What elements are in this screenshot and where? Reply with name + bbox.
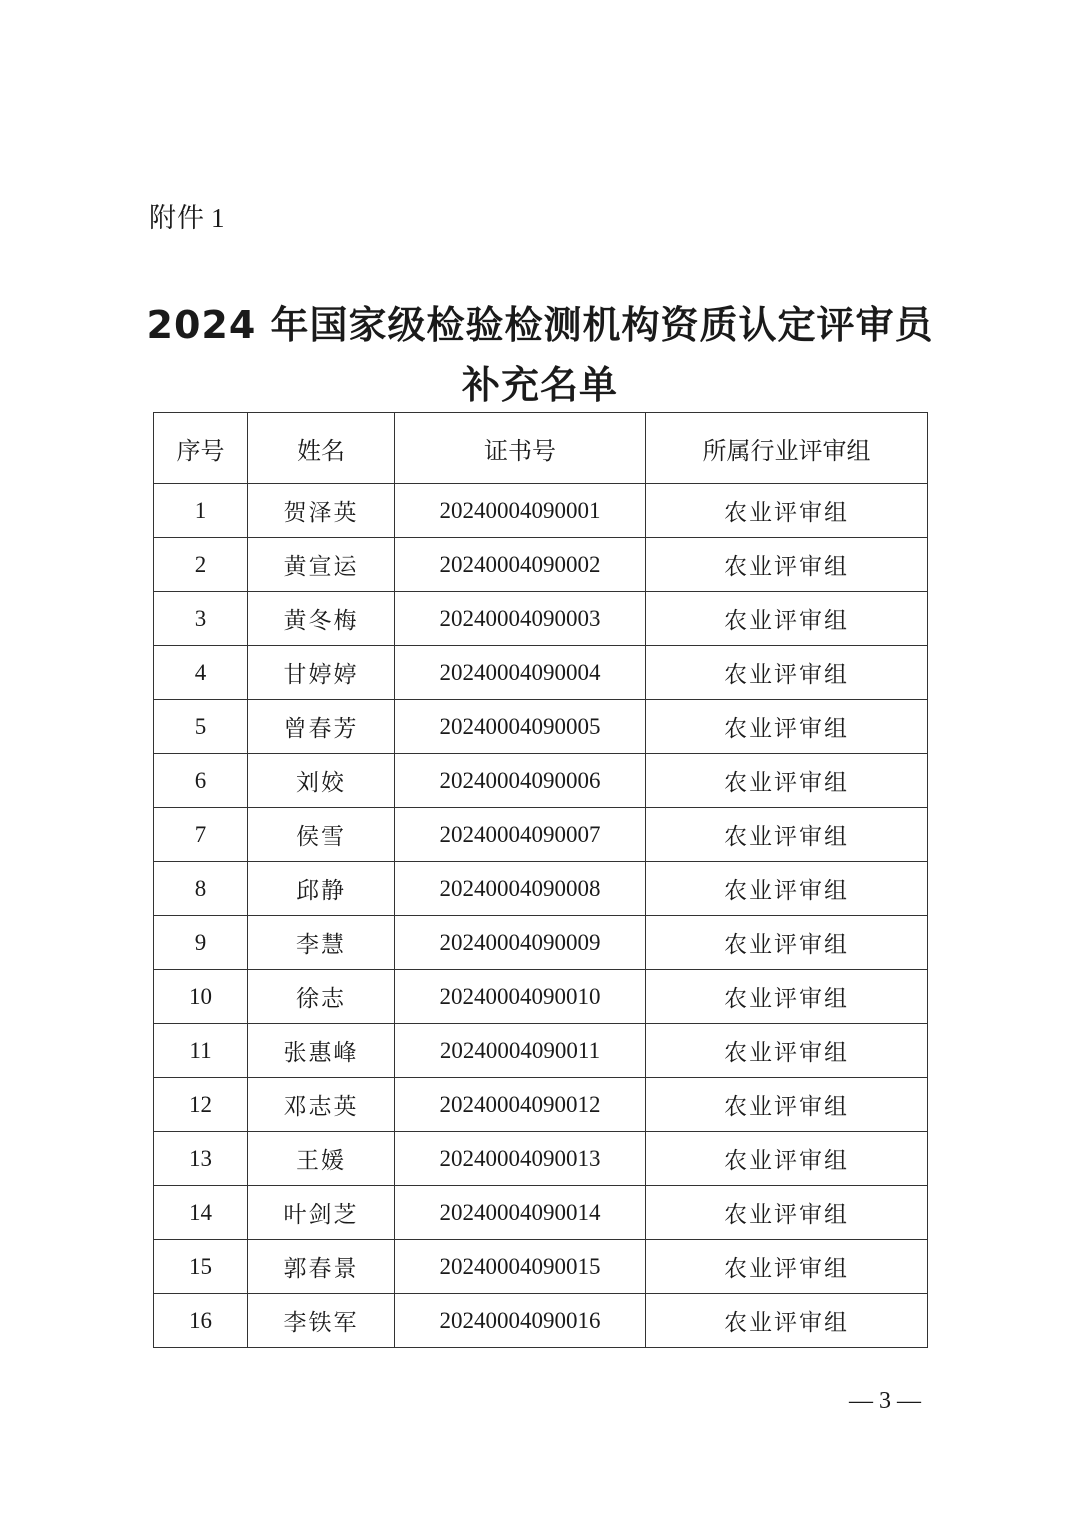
cell-cert: 20240004090005 (395, 700, 646, 754)
cell-cert: 20240004090016 (395, 1294, 646, 1348)
table-row (154, 1240, 928, 1294)
cell-name: 贺泽英 (248, 484, 395, 538)
cell-seq: 3 (154, 592, 248, 646)
cell-group: 农业评审组 (646, 538, 928, 592)
table-row (154, 646, 928, 700)
cell-name: 叶剑芝 (248, 1186, 395, 1240)
cell-cert: 20240004090015 (395, 1240, 646, 1294)
cell-name: 邓志英 (248, 1078, 395, 1132)
cell-name: 王媛 (248, 1132, 395, 1186)
attachment-number: 1 (211, 203, 226, 233)
cell-group: 农业评审组 (646, 970, 928, 1024)
cell-group: 农业评审组 (646, 646, 928, 700)
cell-name: 邱静 (248, 862, 395, 916)
cell-cert: 20240004090003 (395, 592, 646, 646)
cell-seq: 7 (154, 808, 248, 862)
table-row (154, 808, 928, 862)
table-row (154, 754, 928, 808)
cell-group: 农业评审组 (646, 484, 928, 538)
cell-name: 张惠峰 (248, 1024, 395, 1078)
cell-seq: 6 (154, 754, 248, 808)
cell-group: 农业评审组 (646, 1240, 928, 1294)
table-row (154, 1132, 928, 1186)
cell-cert: 20240004090014 (395, 1186, 646, 1240)
cell-cert: 20240004090013 (395, 1132, 646, 1186)
cell-cert: 20240004090010 (395, 970, 646, 1024)
cell-seq: 15 (154, 1240, 248, 1294)
table-row (154, 484, 928, 538)
header-group: 所属行业评审组 (646, 413, 928, 484)
cell-group: 农业评审组 (646, 700, 928, 754)
cell-cert: 20240004090006 (395, 754, 646, 808)
cell-seq: 5 (154, 700, 248, 754)
cell-cert: 20240004090007 (395, 808, 646, 862)
attachment-label-text: 附件 (149, 203, 205, 234)
cell-seq: 2 (154, 538, 248, 592)
table-row (154, 1078, 928, 1132)
cell-cert: 20240004090012 (395, 1078, 646, 1132)
reviewer-table (153, 412, 928, 1348)
document-title-line-2: 补充名单 (461, 363, 618, 407)
cell-cert: 20240004090009 (395, 916, 646, 970)
header-cert: 证书号 (395, 413, 646, 484)
cell-group: 农业评审组 (646, 808, 928, 862)
table-row (154, 862, 928, 916)
header-seq: 序号 (154, 413, 248, 484)
cell-name: 甘婷婷 (248, 646, 395, 700)
cell-seq: 13 (154, 1132, 248, 1186)
table-row (154, 1024, 928, 1078)
cell-name: 曾春芳 (248, 700, 395, 754)
cell-group: 农业评审组 (646, 754, 928, 808)
table-header-row (154, 413, 928, 484)
cell-group: 农业评审组 (646, 1186, 928, 1240)
document-title-line-1: 2024 年国家级检验检测机构资质认定评审员 (146, 303, 934, 347)
header-name: 姓名 (248, 413, 395, 484)
cell-cert: 20240004090011 (395, 1024, 646, 1078)
cell-seq: 4 (154, 646, 248, 700)
cell-seq: 11 (154, 1024, 248, 1078)
table-row (154, 1186, 928, 1240)
cell-seq: 16 (154, 1294, 248, 1348)
cell-group: 农业评审组 (646, 1078, 928, 1132)
cell-group: 农业评审组 (646, 1024, 928, 1078)
cell-cert: 20240004090001 (395, 484, 646, 538)
table-row (154, 538, 928, 592)
cell-cert: 20240004090008 (395, 862, 646, 916)
cell-name: 徐志 (248, 970, 395, 1024)
cell-group: 农业评审组 (646, 862, 928, 916)
cell-name: 侯雪 (248, 808, 395, 862)
cell-name: 李铁军 (248, 1294, 395, 1348)
table-row (154, 970, 928, 1024)
cell-name: 黄宣运 (248, 538, 395, 592)
table-row (154, 592, 928, 646)
cell-cert: 20240004090002 (395, 538, 646, 592)
cell-seq: 14 (154, 1186, 248, 1240)
cell-group: 农业评审组 (646, 1294, 928, 1348)
cell-group: 农业评审组 (646, 1132, 928, 1186)
cell-name: 李慧 (248, 916, 395, 970)
cell-seq: 12 (154, 1078, 248, 1132)
table-row (154, 916, 928, 970)
cell-name: 郭春景 (248, 1240, 395, 1294)
cell-seq: 8 (154, 862, 248, 916)
cell-name: 黄冬梅 (248, 592, 395, 646)
cell-group: 农业评审组 (646, 916, 928, 970)
cell-seq: 1 (154, 484, 248, 538)
attachment-label (149, 196, 226, 235)
cell-group: 农业评审组 (646, 592, 928, 646)
table-row (154, 1294, 928, 1348)
page-number: — 3 — (849, 1388, 921, 1414)
table-row (154, 700, 928, 754)
cell-name: 刘姣 (248, 754, 395, 808)
cell-seq: 10 (154, 970, 248, 1024)
cell-seq: 9 (154, 916, 248, 970)
cell-cert: 20240004090004 (395, 646, 646, 700)
